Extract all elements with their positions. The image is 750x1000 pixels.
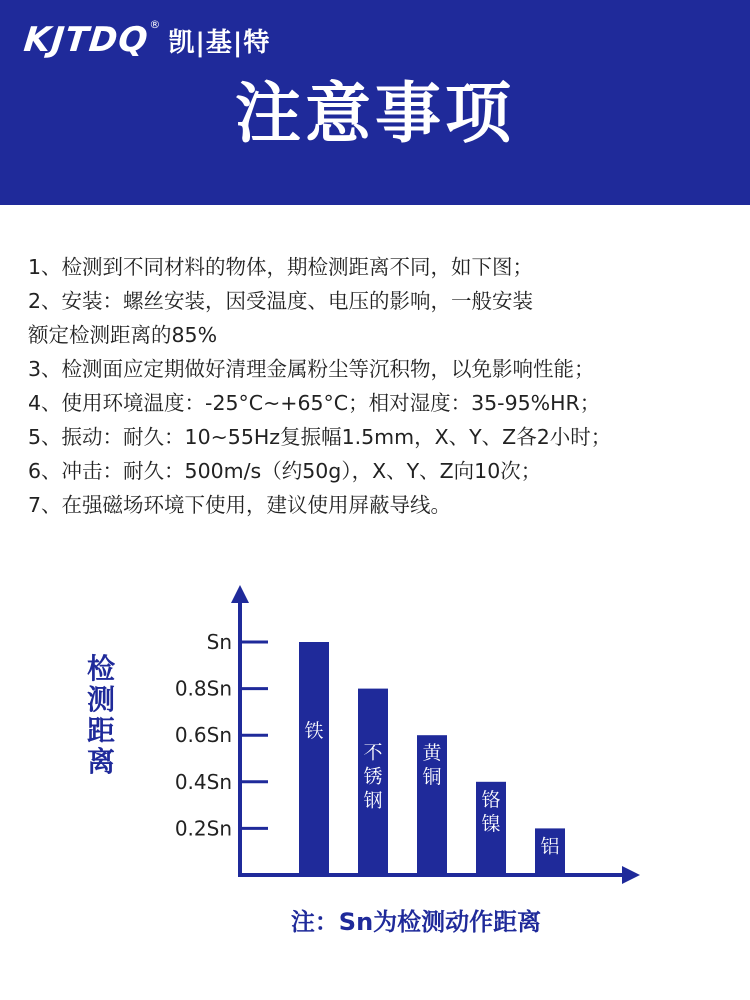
registered-mark: ® — [149, 18, 161, 31]
note-item: 5、振动：耐久：10~55Hz复振幅1.5mm，X、Y、Z各2小时； — [28, 425, 612, 449]
brand-logo — [21, 16, 271, 64]
header-banner — [0, 0, 750, 205]
bar-category-label: 镍 — [481, 812, 501, 835]
note-item: 6、冲击：耐久：500m/s（约50g），X、Y、Z向10次； — [28, 459, 542, 483]
y-axis-title-char: 离 — [86, 745, 116, 778]
bar-category-label: 铜 — [422, 766, 442, 789]
note-item: 2、安装：螺丝安装，因受温度、电压的影响，一般安装 — [28, 289, 534, 313]
bar-category-label: 锈 — [363, 765, 383, 788]
logo-wordmark: KJTDQ — [21, 20, 151, 60]
y-axis-arrow — [231, 585, 249, 603]
page-title: 注意事项 — [235, 75, 515, 152]
notes-list — [28, 250, 738, 522]
y-axis-title-char: 距 — [86, 714, 116, 747]
note-item: 1、检测到不同材料的物体，期检测距离不同，如下图； — [28, 255, 534, 279]
bar — [299, 642, 329, 875]
y-axis-title-char: 测 — [86, 683, 116, 716]
y-tick-label: 0.2Sn — [174, 816, 232, 841]
logo-chinese-name: 凯|基|特 — [168, 27, 271, 58]
bar-category-label: 铬 — [481, 788, 501, 811]
y-tick-label: 0.4Sn — [174, 769, 232, 794]
bar-category-label: 黄 — [422, 742, 442, 765]
bar-category-label: 不 — [363, 741, 383, 764]
bar-category-label: 铁 — [304, 720, 324, 742]
detection-distance-chart — [0, 560, 750, 1000]
y-axis-title-char: 检 — [86, 652, 116, 685]
bar-category-label: 钢 — [363, 789, 383, 812]
note-item: 4、使用环境温度：-25°C~+65°C；相对湿度：35-95%HR； — [28, 391, 601, 415]
note-item: 额定检测距离的85% — [28, 323, 218, 347]
y-tick-label: Sn — [206, 630, 232, 654]
x-axis-arrow — [622, 866, 640, 884]
bar-category-label: 铝 — [540, 835, 560, 858]
note-item: 3、检测面应定期做好清理金属粉尘等沉积物，以免影响性能； — [28, 357, 595, 381]
note-item: 7、在强磁场环境下使用，建议使用屏蔽导线。 — [28, 493, 452, 517]
chart-footnote: 注：Sn为检测动作距离 — [290, 908, 542, 936]
y-tick-label: 0.8Sn — [174, 676, 232, 701]
y-tick-label: 0.6Sn — [174, 723, 232, 748]
